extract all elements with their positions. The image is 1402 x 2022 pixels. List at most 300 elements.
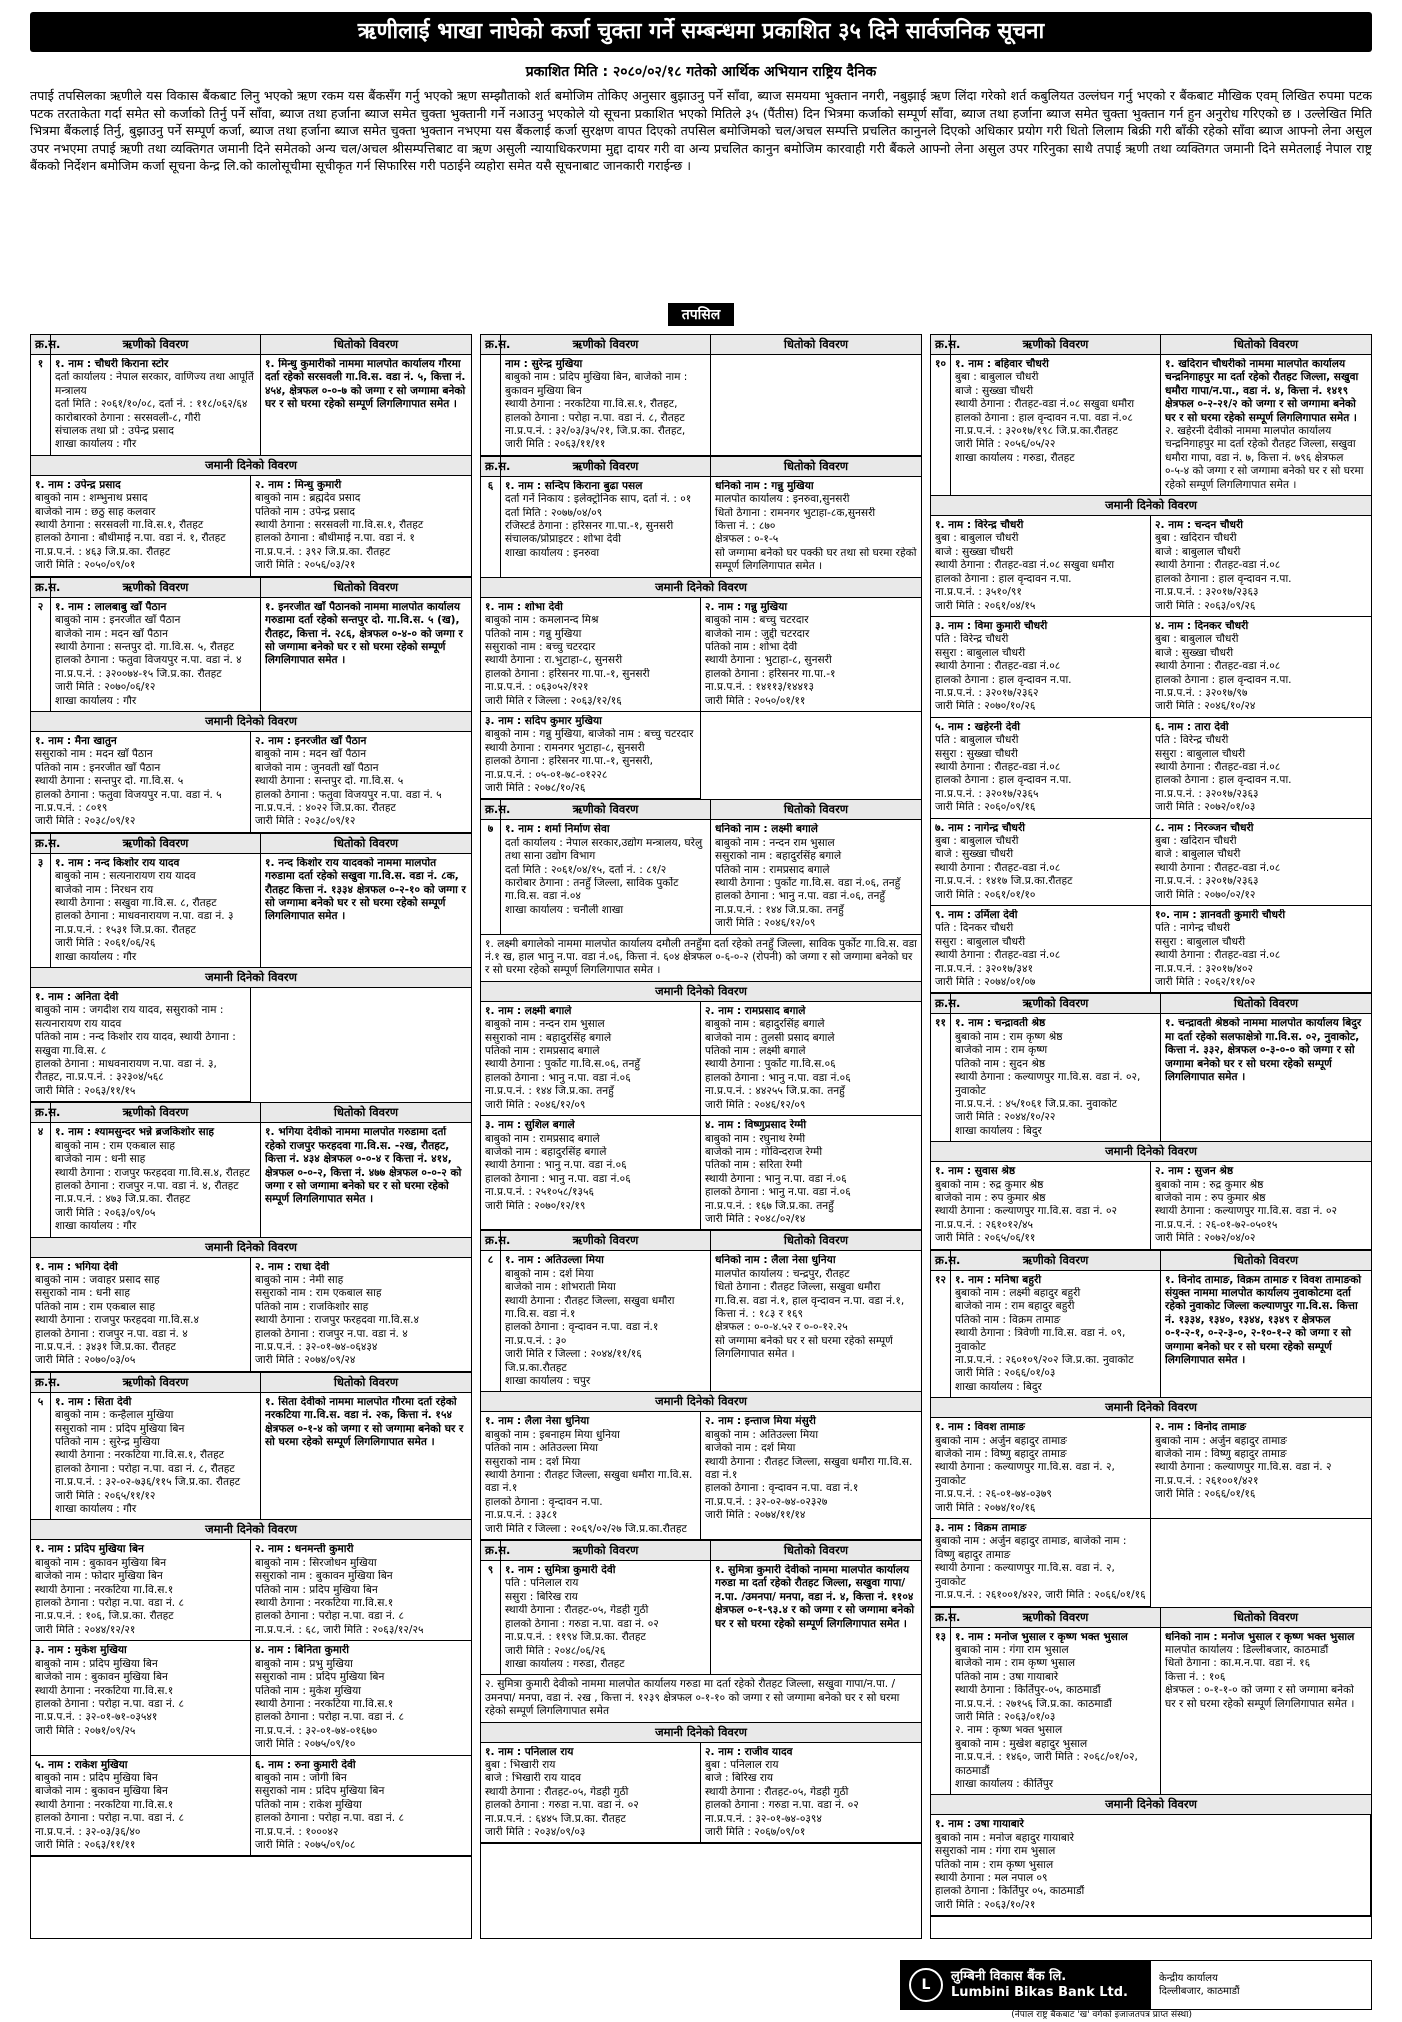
entry-row <box>481 820 921 934</box>
text-line: जारी मिति : २०३८/०९/१२ <box>255 815 356 828</box>
text-line: बुबा : बाबुलाल चौधरी <box>955 371 1039 384</box>
text-line: १. नाम : शर्मा निर्माण सेवा <box>505 823 610 836</box>
text-line: हालको ठेगाना : परोहा न.पा. वडा नं. ८ <box>255 1711 404 1724</box>
text-line: पतिको नाम : सुदन श्रेष्ठ <box>955 1057 1046 1070</box>
text-line: १. चन्द्रावती श्रेष्ठको नाममा मालपोत कार्यालय बिदुर मा दर्ता रहेको सलफाक्षेत्रो गा.वि.स. ०२, नुवाकोट, कित्ता नं. ३३२, क्षेत्रफल ०-३-०-० को जग्गा र सो जग्गामा बनेको घर र सो घरमा रहेको सम्पूर्ण लिगलिगापात समेत । <box>1165 1017 1362 1084</box>
text-line: शाखा कार्यालय : गौर <box>55 438 137 451</box>
text-line: बाबुको नाम : नन्दन राम भुसाल <box>485 1018 605 1031</box>
guarantor-details <box>251 1258 471 1372</box>
collateral-header: धितोको विवरण <box>333 579 399 594</box>
text-line: ना.प्र.प.नं. : १४१७ जि.प्र.का.रौतहट <box>935 875 1073 888</box>
text-line: १. विनोद तामाङ, विक्रम तामाङ र विवश तामाङको संयुक्त नाममा मालपोत कार्यालय नुवाकोटमा दर्ता रहेको नुवाकोट जिल्ला कल्याणपुर गा.वि.स. कित्ता नं. १३३४, १३४०, १३४४, १३४९ र क्षेत्रफल ०-१-२-१, ०-२-३-०, २-१०-१-२ को जग्गा र सो जग्गामा बनेको घर र सो घरमा रहेको सम्पूर्ण लिगलिगापात समेत । <box>1165 1273 1362 1366</box>
borrower-header: ऋणीको विवरण <box>51 335 261 354</box>
text-line: ना.प्र.प.नं. : ०६३०५२/१२१ <box>485 681 589 694</box>
collateral-header: धितोको विवरण <box>333 1105 399 1120</box>
collateral-header: धितोको विवरण <box>333 835 399 850</box>
text-line: २. नाम : सुजन श्रेष्ठ <box>1155 1165 1234 1178</box>
entry-header <box>481 1231 921 1251</box>
sn-header: क्र.स. <box>931 1608 951 1627</box>
text-line: १. नाम : प्रदिप मुखिया बिन <box>35 1543 144 1556</box>
text-line: धितो ठेगाना : का.म.न.पा. वडा नं. १६ <box>1165 1657 1311 1670</box>
text-line: १. नाम : बहिवार चौधरी <box>955 358 1049 370</box>
text-line: जारी मिति : २०७४/०१/०७ <box>935 976 1036 989</box>
serial-number: २ <box>31 598 51 711</box>
guarantor-details <box>931 1162 1151 1249</box>
text-line: जारी मिति : २०४८/०६/२६ <box>505 1644 606 1657</box>
guarantor-details <box>31 1540 251 1641</box>
entry-row <box>31 1123 471 1237</box>
collateral-details <box>261 355 471 455</box>
text-line: हालको ठेगाना : भानु न.पा. वडा नं.०६ <box>705 1186 851 1199</box>
text-line: हालको ठेगाना : परोहा न.पा. वडा नं. ८ <box>255 1610 404 1623</box>
collateral-header: धितोको विवरण <box>1233 1252 1299 1267</box>
text-line: जारी मिति : २०७१/०९/२५ <box>35 1724 136 1737</box>
text-line: बाजेको नाम : दर्श मिया <box>705 1442 796 1455</box>
text-line: हालको ठेगाना : वृन्दावन न.पा. वडा नं.१ <box>705 1482 859 1495</box>
borrower-details <box>51 355 261 455</box>
text-line: स्थायी ठेगाना : रौतहट-वडा नं.०८ <box>1155 559 1281 572</box>
guarantor-details <box>251 732 471 833</box>
text-line: १. नाम : लालबाबु खाँ पैठान <box>55 600 167 613</box>
entry-header <box>31 335 471 355</box>
text-line: मालपोत कार्यालय : इनरुवा,सुनसरी <box>715 493 850 506</box>
text-line: १. इनरजीत खाँ पैठानको नाममा मालपोत कार्यालय गरुडामा दर्ता रहेको सन्तपुर दो. गा.वि.स. ५ (ख), रौतहट, कित्ता नं. २८६, क्षेत्रफल ०-४-० को जग्गा र सो जग्गामा बनेको घर र सो घरमा रहेको सम्पूर्ण लिगलिगापात समेत । <box>265 600 463 667</box>
text-line: स्थायी ठेगाना : सन्तपुर दो. गा.वि.स. ५ <box>255 775 404 788</box>
text-line: ४. नाम : दिनकर चौधरी <box>1155 619 1249 632</box>
text-line: जारी मिति : २०३४/०९/०३ <box>485 1825 586 1838</box>
collateral-details <box>1161 1014 1371 1141</box>
text-line: स्थायी ठेगाना : कल्याणपुर गा.वि.स. वडा नं. २, नुवाकोट <box>935 1562 1115 1588</box>
text-line: शाखा कार्यालय : गौर <box>55 1503 137 1516</box>
text-line: बुबा : पनिलाल राय <box>705 1758 779 1771</box>
entry-row <box>931 355 1371 496</box>
text-line: हालको ठेगाना : वृन्दावन न.पा. <box>485 1495 603 1508</box>
loan-entry <box>31 834 471 1104</box>
entry-header <box>481 335 921 355</box>
text-line: जारी मिति : २०४६/१०/२४ <box>1155 700 1256 713</box>
guarantor-details <box>931 516 1151 617</box>
text-line: शाखा कार्यालय : चनौली शाखा <box>505 903 624 916</box>
text-line: ना.प्र.प.नं. : १४४ जि.प्र.का. तनहुँ <box>715 903 844 916</box>
text-line: ३. नाम : सुशिल बगाले <box>485 1119 575 1132</box>
text-line: हालको ठेगाना : भानु न.पा. वडा नं.०६ <box>705 1071 851 1084</box>
text-line: हालको ठेगाना : परोहा न.पा. वडा नं. ८ <box>35 1697 184 1710</box>
collateral-details <box>711 1561 921 1674</box>
text-line: पति : विरेन्द्र चौधरी <box>935 633 1009 646</box>
text-line: २. नाम : चन्दन चौधरी <box>1155 519 1244 532</box>
guarantor-details <box>251 1756 471 1857</box>
text-line: ना.प्र.प.नं. : ३२०१७/१९८ जि.प्र.का.रौतहट <box>955 425 1119 438</box>
text-line: पतिको नाम : राम कृष्ण भुसाल <box>935 1858 1054 1871</box>
text-line: जारी मिति : २०६३/०९/२६ <box>1155 599 1256 612</box>
text-line: जारी मिति र जिल्ला : २०६९/०२/२७ जि.प्र.का.रौतहट <box>485 1522 687 1535</box>
sn-header: क्र.स. <box>31 1373 51 1392</box>
office-line-1: केन्द्रीय कार्यालय <box>1159 1973 1218 1984</box>
bank-name-np: लुम्बिनी विकास बैंक लि. <box>951 1969 1067 1984</box>
text-line: बाजे : भिखारी राय यादव <box>485 1772 581 1785</box>
text-line: पतिको नाम : विक्रम तामाङ <box>955 1313 1061 1326</box>
guarantor-grid <box>931 1162 1371 1249</box>
text-line: पतिको नाम : उपेन्द्र प्रसाद <box>255 505 355 518</box>
loan-entry <box>481 457 921 801</box>
text-line: स्थायी ठेगाना : रौतहट-वडा नं.०८ <box>935 760 1061 773</box>
guarantor-details <box>1151 718 1371 819</box>
text-line: स्थायी ठेगाना : नरकटिया गा.वि.स.१, रौतहट <box>55 1449 225 1462</box>
tapasil-heading: तपसिल <box>30 303 1372 326</box>
text-line: जारी मिति : २०४६/१२/०९ <box>485 1098 586 1111</box>
text-line: बाजेको नाम : शोभराती मिया <box>505 1281 616 1294</box>
text-line: ना.प्र.प.नं. : ३२०१७/२३६३ <box>1155 787 1259 800</box>
guarantor-details <box>251 1641 471 1755</box>
text-line: जारी मिति : २०५०/०१/११ <box>705 694 806 707</box>
text-line: बाबुको नाम : नन्दन राम भुसाल <box>715 836 835 849</box>
text-line: बाजेको नाम : मदन खाँ पैठान <box>55 627 168 640</box>
entries-column-2 <box>480 334 922 1939</box>
text-line: जारी मिति र जिल्ला : २०४४/११/१६ जि.प्र.का.रौतहट <box>505 1348 642 1374</box>
text-line: स्थायी ठेगाना : रौतहट जिल्ला, सखुवा धमौरा गा.वि.स. वडा नं.१ <box>485 1469 693 1495</box>
text-line: धनिको नाम : मनोज भुसाल र कृष्ण भक्त भुसाल <box>1165 1630 1355 1643</box>
text-line: ना.प्र.प.नं. : ३२०१७/४०२ <box>1155 962 1253 975</box>
guarantor-grid <box>931 1418 1371 1606</box>
serial-number: ८ <box>481 1251 501 1391</box>
text-line: स्थायी ठेगाना : रौतहट-०५, गेडही गुठी <box>505 1604 649 1617</box>
text-line: हालको ठेगाना : हाल वृन्दावन न.पा. <box>935 572 1072 585</box>
borrower-details <box>501 477 711 577</box>
text-line: स्थायी ठेगाना : कल्याणपुर गा.वि.स. वडा नं. २ <box>1155 1461 1332 1474</box>
serial-number: ७ <box>481 820 501 933</box>
text-line: बाबुको नाम : कमलानन्द मिश्र <box>485 614 599 627</box>
text-line: १. नाम : शोभा देवी <box>485 600 563 613</box>
text-line: बाबुको नाम : प्रदिप मुखिया बिन <box>35 1771 158 1784</box>
text-line: स्थायी ठेगाना : नरकटिया गा.वि.स.१ <box>255 1697 394 1710</box>
bank-logo <box>901 1961 1151 2009</box>
loan-entry <box>931 994 1371 1250</box>
text-line: ससुराको नाम : दर्श मिया <box>485 1455 581 1468</box>
text-line: हालको ठेगाना : हरिसनर गा.पा.-१, सुनसरी <box>485 667 650 680</box>
text-line: बाजेको नाम : निरधन राय <box>55 883 154 896</box>
loan-entry <box>31 1103 471 1373</box>
text-line: शाखा कार्यालय : बिदुर <box>955 1380 1042 1393</box>
text-line: शाखा कार्यालय : इनरुवा <box>505 546 600 559</box>
text-line: ना.प्र.प.नं. : ३२-०१-७४-०१६७० <box>255 1724 378 1737</box>
guarantor-grid <box>31 732 471 833</box>
collateral-header: धितोको विवरण <box>783 337 849 351</box>
guarantor-details <box>701 1002 921 1116</box>
collateral-details <box>711 355 921 455</box>
text-line: धनिको नाम : लक्ष्मी बगाले <box>715 823 818 836</box>
guarantor-details <box>1151 1162 1371 1249</box>
text-line: जारी मिति : २०६३/११/१५ <box>35 1084 136 1097</box>
guarantor-header: जमानी दिनेको विवरण <box>481 1392 921 1412</box>
guarantor-details <box>1151 1418 1371 1519</box>
text-line: बुबाको नाम : मनोज बहादुर गायाबारे <box>935 1831 1075 1844</box>
text-line: जारी मिति : २०४६/१२/०९ <box>715 917 816 930</box>
text-line: स्थायी ठेगाना : रौतहट-वडा नं.०८ <box>1155 760 1281 773</box>
text-line: ९. नाम : उर्मिला देवी <box>935 909 1018 922</box>
text-line: स्थायी ठेगाना : राजपुर फरहदवा गा.वि.स.४ <box>35 1314 199 1327</box>
text-line: हालको ठेगाना : हाल वृन्दावन न.पा. <box>1155 774 1292 787</box>
text-line: जारी मिति : २०७०/१०/२६ <box>935 700 1036 713</box>
text-line: मालपोत कार्यालय : चन्द्रपुर, रौतहट <box>715 1267 850 1280</box>
text-line: बुबाको नाम : लक्ष्मी बहादुर बहुरी <box>955 1286 1081 1299</box>
text-line: स्थायी ठेगाना : कल्याणपुर गा.वि.स. वडा नं. ०२, नुवाकोट <box>955 1071 1141 1097</box>
text-line: जारी मिति : २०३८/०९/१२ <box>35 815 136 828</box>
published-date: प्रकाशित मिति : २०८०/०२/१८ गतेको आर्थिक अभियान राष्ट्रिय दैनिक <box>525 64 877 80</box>
text-line: बाबुको नाम : राम एकबाल साह <box>55 1139 175 1152</box>
text-line: बाबुको नाम : सत्यनारायण राय यादव <box>55 870 196 883</box>
loan-entry <box>31 335 471 578</box>
text-line: हालको ठेगाना : भानु न.पा. वडा नं.०६ <box>485 1172 631 1185</box>
guarantor-details <box>31 476 251 577</box>
text-line: बुबा : बाबुलाल चौधरी <box>935 532 1019 545</box>
text-line: ना.प्र.प.नं. : ३२-०२-७४-०२३२७ <box>705 1495 828 1508</box>
text-line: स्थायी ठेगाना : कल्याणपुर गा.वि.स. वडा नं. ०२ <box>1155 1205 1337 1218</box>
text-line: पतिको नाम : राजकिशोर साह <box>255 1300 369 1313</box>
guarantor-grid <box>481 598 921 800</box>
text-line: बुबा : खदिरान चौधरी <box>1155 835 1237 847</box>
text-line: पतिको नाम : प्रदिप मुखिया बिन <box>255 1583 378 1596</box>
text-line: बुबा : भिखारी राय <box>485 1758 556 1771</box>
text-line: ना.प्र.प.नं. : ३२०१७/२३६५ <box>935 787 1039 800</box>
text-line: हालको ठेगाना : हाल वृन्दावन न.पा. <box>935 673 1072 686</box>
text-line: १. नन्द किशोर राय यादवको नाममा मालपोत गरुडामा दर्ता रहेको सखुवा गा.वि.स. वडा नं. ८क, रौतहट कित्ता नं. १३३४ क्षेत्रफल ०-२-१० को जग्गा र सो जग्गामा बनेको घर र सो घरमा रहेको सम्पूर्ण लिगलिगापात समेत । <box>265 856 466 923</box>
borrower-header: ऋणीको विवरण <box>951 335 1161 354</box>
loan-entry <box>931 1251 1371 1608</box>
text-line: ना.प्र.प.नं. : ४७३ जि.प्र.का. रौतहट <box>55 1193 191 1206</box>
text-line: बाबुको नाम : कन्हैलाल मुखिया <box>55 1409 174 1422</box>
text-line: जारी मिति : २०६३/१०/२१ <box>935 1898 1036 1911</box>
guarantor-details <box>1151 516 1371 617</box>
text-line: पति : दिनकर चौधरी <box>935 922 1014 935</box>
guarantor-header: जमानी दिनेको विवरण <box>481 1723 921 1743</box>
text-line: स्थायी ठेगाना : पुर्कोट गा.वि.स.०६, तनहुँ <box>485 1058 640 1071</box>
entry-row <box>31 854 471 968</box>
collateral-details <box>1161 1271 1371 1398</box>
text-line: जारी मिति : २०६२/११/०२ <box>1155 976 1256 989</box>
text-line: स्थायी ठेगाना : सन्तपुर दो. गा.वि.स. ५ <box>35 775 184 788</box>
text-line: जारी मिति : २०७२/०४/०२ <box>1155 1232 1256 1245</box>
text-line: १. नाम : सन्दिप किराना बुढा पसल <box>505 479 643 492</box>
loan-entry <box>481 800 921 1231</box>
text-line: ना.प्र.प.नं. : ३० <box>505 1334 567 1347</box>
guarantor-details <box>1151 906 1371 993</box>
text-line: हालको ठेगाना : वृन्दावन न.पा. वडा नं.१ <box>505 1321 659 1334</box>
guarantor-details <box>931 906 1151 993</box>
text-line: हालको ठेगाना : फतुवा विजयपुर न.पा. वडा नं. ५ <box>35 788 222 801</box>
text-line: पतिको नाम : शोभा देवी <box>705 640 798 653</box>
text-line: १. नाम : चन्द्रावती श्रेष्ठ <box>955 1017 1046 1030</box>
text-line: ससुराको नाम : प्रदिप मुखिया बिन <box>255 1671 385 1684</box>
text-line: ना.प्र.प.नं. : १४४ जि.प्र.का. तनहुँ <box>485 1085 614 1098</box>
guarantor-details <box>481 598 701 712</box>
text-line: बाबुको नाम : बुकावन मुखिया बिन <box>35 1556 167 1569</box>
entry-row <box>31 355 471 456</box>
collateral-details <box>711 477 921 577</box>
loan-entry <box>31 1373 471 1858</box>
text-line: पतिको नाम : गन्नु मुखिया <box>485 627 582 640</box>
text-line: नाम : सुरेन्द्र मुखिया <box>505 358 583 370</box>
text-line: १. नाम : मैना खातुन <box>35 734 117 747</box>
text-line: बाबुको नाम : मदन खाँ पैठान <box>255 748 367 761</box>
notice-title: ऋणीलाई भाखा नाघेको कर्जा चुक्ता गर्ने सम्बन्धमा प्रकाशित ३५ दिने सार्वजनिक सूचना <box>30 12 1372 52</box>
guarantor-details <box>931 718 1151 819</box>
text-line: बाबुको नाम : सिरजोधन मुखिया <box>255 1556 377 1569</box>
text-line: १. मिन्धु कुमारीको नाममा मालपोत कार्यालय गौरमा दर्ता रहेको सरसवली गा.वि.स. वडा नं. ५, कित्ता नं. ४५४, क्षेत्रफल ०-०-७ को जग्गा र सो जग्गामा बनेको घर र सो घरमा रहेको सम्पूर्ण लिगलिगापात समेत । <box>265 358 466 411</box>
text-line: स्थायी ठेगाना : रौतहट-वडा नं.०८ सखुवा धमौरा <box>955 398 1135 411</box>
text-line: बाजेको नाम : रुप कुमार श्रेष्ठ <box>1155 1191 1266 1204</box>
text-line: ३. नाम : विमा कुमारी चौधरी <box>935 619 1048 632</box>
collateral-header: धितोको विवरण <box>783 458 849 473</box>
text-line: शाखा कार्यालय : गरुडा, रौतहट <box>955 451 1075 464</box>
text-line: स्थायी ठेगाना : पुर्कोट गा.वि.स. वडा नं.०६, तनहुँ <box>715 877 901 889</box>
text-line: ना.प्र.प.नं. : ४५/१०६१ जि.प्र.का. नुवाकोट <box>955 1097 1118 1110</box>
collateral-header: धितोको विवरण <box>783 802 849 817</box>
sn-header: क्र.स. <box>481 800 501 819</box>
text-line: १. नाम : मनोज भुसाल र कृष्ण भक्त भुसाल <box>955 1630 1128 1643</box>
text-line: हालको ठेगाना : हरिसनर गा.पा.-१ <box>705 667 836 680</box>
loan-entry <box>31 578 471 834</box>
guarantor-grid <box>31 1540 471 1856</box>
text-line: दर्ता कार्यालय : नेपाल सरकार, वाणिज्य तथा आपूर्ति मन्त्रालय <box>55 371 254 397</box>
text-line: जारी मिति : २०४४/१०/२२ <box>955 1111 1056 1124</box>
text-line: १. नाम : श्यामसुन्दर भन्ने ब्रजकिशोर साह <box>55 1126 215 1139</box>
text-line: जारी मिति : २०७८/१०/२६ <box>485 781 586 794</box>
text-line: ससुरा : बाबुलाल चौधरी <box>935 646 1026 659</box>
text-line: बाजेको नाम : गोविन्दराज रेग्मी <box>705 1145 823 1158</box>
text-line: हालको ठेगाना : भानु न.पा. वडा नं.०६, तनहुँ <box>715 890 885 903</box>
text-line: हालको ठेगाना : भानु न.पा. वडा नं.०६ <box>485 1071 631 1084</box>
guarantor-grid <box>31 476 471 577</box>
text-line: स्थायी ठेगाना : सरसवली गा.वि.स.१, रौतहट <box>35 519 204 532</box>
text-line: शाखा कार्यालय : चपुर <box>505 1375 591 1387</box>
borrower-details <box>501 355 711 455</box>
text-line: हालको ठेगाना : परोहा न.पा. वडा नं. ८, रौतहट <box>55 1462 235 1475</box>
serial-number: ६ <box>481 477 501 577</box>
text-line: स्थायी ठेगाना : नरकटिया गा.वि.स.१ <box>35 1684 174 1697</box>
guarantor-details <box>1151 617 1371 718</box>
text-line: बुबा : बाबुलाल चौधरी <box>1155 633 1239 646</box>
text-line: १. नाम : उपेन्द्र प्रसाद <box>35 478 121 491</box>
entry-header <box>31 834 471 854</box>
text-line: हालको ठेगाना : राजपुर न.पा. वडा नं. ४, रौतहट <box>55 1179 239 1192</box>
guarantor-header: जमानी दिनेको विवरण <box>931 496 1371 516</box>
text-line: ना.प्र.प.नं. : १५३१ जि.प्र.का. रौतहट <box>55 923 196 936</box>
text-line: जारी मिति : २०४६/१२/०९ <box>705 1098 806 1111</box>
entries-columns <box>30 334 1372 1939</box>
serial-number: १० <box>931 355 951 495</box>
text-line: १. नाम : भगिया देवी <box>35 1260 118 1273</box>
text-line: बाबुको नाम : शम्भुनाथ प्रसाद <box>35 492 148 505</box>
text-line: ना.प्र.प.नं. : ११९४ जि.प्र.का. रौतहट <box>505 1631 646 1644</box>
collateral-details <box>261 1123 471 1236</box>
entry-header <box>931 994 1371 1014</box>
serial-number: ९ <box>481 1561 501 1674</box>
serial-number: ४ <box>31 1123 51 1236</box>
collateral-details <box>711 820 921 933</box>
collateral-header: धितोको विवरण <box>1233 1609 1299 1624</box>
text-line: जारी मिति : २०६३/११/११ <box>35 1838 136 1851</box>
bank-logo-icon: L <box>909 1968 943 2002</box>
collateral-header: धितोको विवरण <box>1233 337 1299 351</box>
text-line: पतिको नाम : अतिउल्ला मिया <box>485 1442 599 1455</box>
text-line: ना.प्र.प.नं. : ३२-०१-७४-०३९४ <box>705 1812 822 1825</box>
text-line: क्षेत्रफल : ०-१-५ <box>715 533 779 546</box>
text-line: बुबाको नाम : अर्जुन बहादुर तामाङ <box>935 1434 1067 1447</box>
text-line: कित्ता नं. : ८७० <box>715 520 776 533</box>
text-line: बाजेको नाम : राम कृष्ण <box>955 1044 1048 1057</box>
text-line: बाबुको नाम : नेमी साह <box>255 1273 344 1286</box>
text-line: बाजेको नाम : विष्णु बहादुर तामाङ <box>935 1448 1067 1461</box>
text-line: ससुराको नाम : बहादुरसिंह बगाले <box>715 850 842 863</box>
text-line: जारी मिति : २०६६/०१/०३ <box>955 1367 1056 1380</box>
entry-row <box>31 598 471 712</box>
guarantor-details <box>31 1641 251 1755</box>
text-line: स्थायी ठेगाना : रौतहट जिल्ला, सखुवा धमौरा गा.वि.स. वडा नं.१ <box>505 1294 675 1320</box>
entry-header <box>481 800 921 820</box>
text-line: दर्ता मिति : २०७७/०४/०९ <box>505 506 603 519</box>
text-line: १. नाम : पनिलाल राय <box>485 1745 574 1758</box>
collateral-header: धितोको विवरण <box>783 1233 849 1248</box>
text-line: ना.प्र.प.नं. : २६०१०९/२०२ जि.प्र.का. नुवाकोट <box>955 1354 1134 1366</box>
guarantor-details <box>931 1519 1151 1606</box>
collateral-header: धितोको विवरण <box>1233 996 1299 1011</box>
text-line: स्थायी ठेगाना : रौतहट-०५, गेडही गुठी <box>705 1785 849 1798</box>
text-line: ना.प्र.प.नं. : ६४४५ जि.प्र.का. रौतहट <box>485 1812 626 1825</box>
text-line: हालको ठेगाना : परोहा न.पा. वडा नं. ८ <box>255 1812 404 1825</box>
text-line: जारी मिति : २०४८/०२/१४ <box>705 1212 806 1225</box>
text-line: शाखा कार्यालय : गरुडा, रौतहट <box>505 1657 625 1670</box>
sn-header: क्र.स. <box>481 335 501 354</box>
text-line: बाजेको नाम : बुकावन मुखिया बिन <box>35 1785 168 1798</box>
loan-entry <box>481 335 921 457</box>
text-line: जारी मिति : २०६५/०६/११ <box>935 1232 1036 1245</box>
borrower-details <box>951 1014 1161 1141</box>
text-line: जारी मिति र जिल्ला : २०६३/१२/१६ <box>485 694 622 707</box>
text-line: ३. नाम : सदिप कुमार मुखिया <box>485 714 602 727</box>
text-line: हालको ठेगाना : हाल वृन्दावन न.पा. <box>1155 673 1292 686</box>
text-line: ना.प्र.प.नं. : ३२०१७/२३६३ <box>1155 586 1259 599</box>
text-line: बाबुको नाम : प्रभु मुखिया <box>255 1657 353 1670</box>
guarantor-details <box>701 1116 921 1230</box>
text-line: स्थायी ठेगाना : पुर्कोट गा.वि.स.०६ <box>705 1058 836 1071</box>
text-line: ना.प्र.प.नं. : ३२-०१-७४-०६४३४ <box>255 1340 378 1353</box>
text-line: जारी मिति : २०६१/०६/२६ <box>55 937 156 950</box>
borrower-details <box>501 1561 711 1674</box>
text-line: पतिको नाम : मुकेश मुखिया <box>255 1684 361 1697</box>
office-line-2: दिल्लीबजार, काठमाडौं <box>1159 1986 1240 1997</box>
guarantor-details <box>31 1756 251 1857</box>
text-line: ससुरा : बाबुलाल चौधरी <box>1155 747 1246 760</box>
text-line: पतिको नाम : राम एकबाल साह <box>35 1300 155 1313</box>
collateral-details <box>711 1251 921 1391</box>
collateral-extra: १. लक्ष्मी बगालेको नाममा मालपोत कार्यालय दमौली तनहुँमा दर्ता रहेको तनहुँ जिल्ला, साविक पुर्कोट गा.वि.स. वडा नं.१ ख, हाल भानु न.पा. वडा नं.०६, कित्ता नं. ६०४ क्षेत्रफल ०-६-०-२ (रोपनी) को जग्गा र सो जग्गामा बनेको घर र सो घरमा रहेको सम्पूर्ण लिगलिगापात समेत । <box>481 935 921 982</box>
guarantor-details <box>931 617 1151 718</box>
text-line: बाजेको नाम : राम कृष्ण भुसाल <box>955 1657 1076 1670</box>
text-line: धितो ठेगाना : रामनगर भुटाहा-८क,सुनसरी <box>715 506 876 519</box>
guarantor-grid <box>481 1412 921 1540</box>
text-line: ना.प्र.प.नं. : ४०२२ जि.प्र.का. रौतहट <box>255 801 396 814</box>
text-line: स्थायी ठेगाना : रौतहट-वडा नं.०८ <box>935 949 1061 962</box>
collateral-details <box>261 598 471 711</box>
entry-header <box>31 1103 471 1123</box>
text-line: शाखा कार्यालय : बिदुर <box>955 1124 1042 1137</box>
serial-number <box>481 355 501 455</box>
text-line: ना.प्र.प.नं. : ३२०१७/२३६२ <box>935 686 1039 699</box>
sn-header: क्र.स. <box>31 1103 51 1122</box>
text-line: स्थायी ठेगाना : भुटाहा-८, सुनसरी <box>705 654 832 667</box>
text-line: २. नाम : धनमन्ती कुमारी <box>255 1543 354 1556</box>
guarantor-details <box>1151 819 1371 906</box>
